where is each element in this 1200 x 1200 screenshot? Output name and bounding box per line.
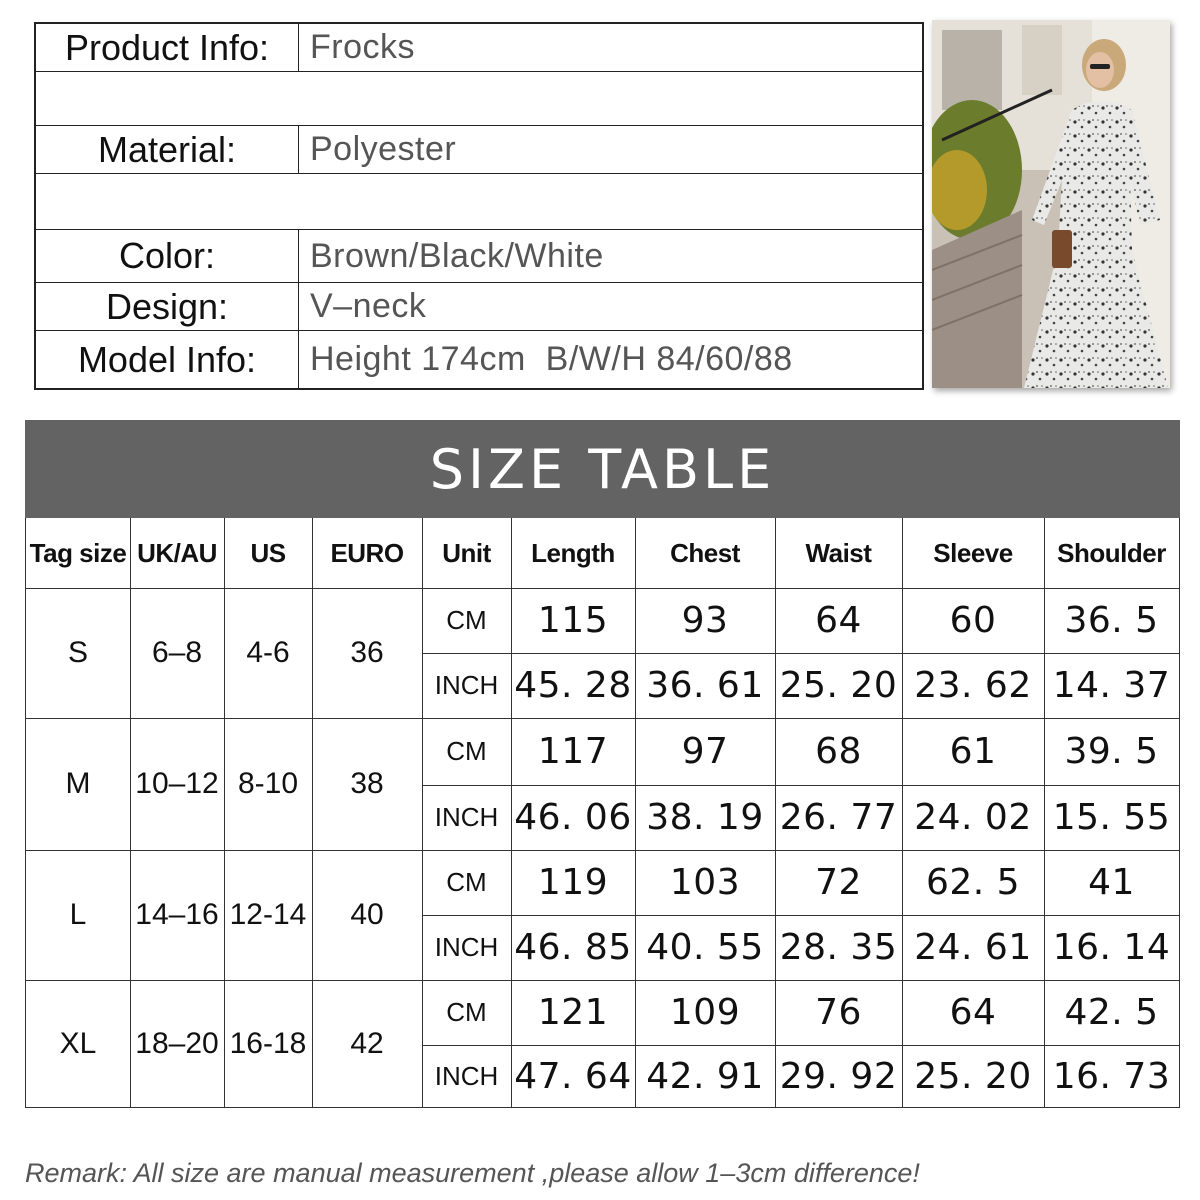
unit-label: CM xyxy=(446,605,487,635)
measurement-length: 46. 85 xyxy=(514,927,632,968)
size-us-cell: 16-18 xyxy=(229,1027,307,1060)
info-value xyxy=(310,72,922,125)
measurement-waist: 25. 20 xyxy=(779,665,898,706)
unit-label: CM xyxy=(446,997,487,1027)
measurement-chest: 42. 91 xyxy=(646,1056,764,1097)
info-row-model xyxy=(36,331,922,388)
measurement-sleeve: 23. 62 xyxy=(914,665,1032,706)
measurement-chest: 97 xyxy=(681,731,729,772)
measurement-shoulder: 41 xyxy=(1088,862,1135,903)
size-euro-cell: 42 xyxy=(350,1027,384,1060)
size-euro-cell: 38 xyxy=(350,767,384,800)
info-row-design xyxy=(36,283,922,331)
measurement-shoulder: 16. 73 xyxy=(1052,1056,1171,1097)
grid-line xyxy=(775,518,776,1108)
measurement-shoulder: 14. 37 xyxy=(1052,665,1171,706)
measurement-length: 119 xyxy=(537,862,609,903)
measurement-chest: 36. 61 xyxy=(646,665,764,706)
size-table-title: SIZE TABLE xyxy=(25,420,1180,518)
measurement-length: 121 xyxy=(537,992,609,1033)
grid-line xyxy=(422,1045,1179,1046)
info-value: Brown/Black/White xyxy=(310,236,604,275)
size-us-cell: 12-14 xyxy=(229,898,307,931)
info-label: Product Info: xyxy=(64,26,270,68)
measurement-shoulder: 15. 55 xyxy=(1052,797,1171,838)
unit-label: INCH xyxy=(434,932,499,962)
info-value: V–neck xyxy=(310,287,427,325)
size-euro-cell: 36 xyxy=(350,636,384,669)
info-label: Design: xyxy=(105,285,229,327)
info-row-product xyxy=(36,24,922,72)
measurement-shoulder: 42. 5 xyxy=(1064,992,1159,1033)
measurement-chest: 109 xyxy=(669,992,741,1033)
measurement-length: 47. 64 xyxy=(514,1056,632,1097)
measurement-chest: 38. 19 xyxy=(646,797,764,838)
header-sleeve: Sleeve xyxy=(933,537,1013,568)
info-row-spacer xyxy=(36,174,922,230)
info-value: Polyester xyxy=(310,130,457,168)
measurement-sleeve: 60 xyxy=(949,600,997,641)
header-waist: Waist xyxy=(805,537,872,568)
size-us-cell: 8-10 xyxy=(237,767,299,800)
size-tag-cell: L xyxy=(69,898,87,931)
info-row-spacer xyxy=(36,72,922,126)
size-uk-cell: 18–20 xyxy=(135,1027,219,1060)
product-info-table xyxy=(34,22,924,390)
measurement-length: 115 xyxy=(537,600,609,641)
grid-line xyxy=(422,518,423,1108)
header-unit: Unit xyxy=(442,537,491,568)
unit-label: INCH xyxy=(434,670,499,700)
info-value: Frocks xyxy=(310,28,415,66)
unit-label: CM xyxy=(446,867,487,897)
measurement-sleeve: 61 xyxy=(949,731,997,772)
grid-line xyxy=(902,518,903,1108)
measurement-chest: 93 xyxy=(681,600,729,641)
grid-line xyxy=(26,718,1179,719)
size-uk-cell: 10–12 xyxy=(135,767,219,800)
measurement-sleeve: 64 xyxy=(949,992,997,1033)
measurement-waist: 72 xyxy=(815,862,862,903)
info-value xyxy=(310,174,922,229)
info-row-material xyxy=(36,126,922,174)
info-label: Material: xyxy=(97,128,237,170)
measurement-sleeve: 25. 20 xyxy=(914,1056,1032,1097)
header-uk-au: UK/AU xyxy=(137,537,217,568)
model-photo xyxy=(932,20,1170,388)
grid-line xyxy=(130,518,131,1108)
info-label: Color: xyxy=(118,235,216,276)
info-value: Height 174cm B/W/H 84/60/88 xyxy=(310,340,793,378)
measurement-shoulder: 16. 14 xyxy=(1052,927,1171,968)
header-us: US xyxy=(250,537,286,568)
measurement-waist: 76 xyxy=(815,992,862,1033)
info-label xyxy=(36,72,298,125)
grid-line xyxy=(635,518,636,1108)
measurement-length: 45. 28 xyxy=(514,665,632,706)
size-uk-cell: 6–8 xyxy=(151,636,203,669)
header-tag-size: Tag size xyxy=(29,537,127,568)
info-row-color xyxy=(36,230,922,283)
size-us-cell: 4-6 xyxy=(246,636,290,669)
header-euro: EURO xyxy=(330,537,404,568)
size-tag-cell: S xyxy=(67,636,88,669)
grid-line xyxy=(422,653,1179,654)
measurement-chest: 40. 55 xyxy=(646,927,764,968)
grid-line xyxy=(422,785,1179,786)
info-label xyxy=(36,174,298,229)
grid-line xyxy=(1044,518,1045,1108)
size-table xyxy=(25,518,1180,1108)
header-shoulder: Shoulder xyxy=(1057,537,1166,568)
measurement-waist: 29. 92 xyxy=(779,1056,898,1097)
grid-line xyxy=(511,518,512,1108)
measurement-waist: 28. 35 xyxy=(779,927,898,968)
size-uk-cell: 14–16 xyxy=(135,898,219,931)
model-photo-illustration xyxy=(932,20,1170,388)
grid-line xyxy=(422,915,1179,916)
measurement-chest: 103 xyxy=(669,862,741,903)
measurement-waist: 64 xyxy=(815,600,862,641)
grid-line xyxy=(26,850,1179,851)
measurement-length: 117 xyxy=(537,731,609,772)
size-euro-cell: 40 xyxy=(350,898,384,931)
header-length: Length xyxy=(531,537,615,568)
measurement-sleeve: 24. 02 xyxy=(914,797,1032,838)
size-tag-cell: XL xyxy=(59,1027,97,1060)
unit-label: INCH xyxy=(434,802,499,832)
grid-line xyxy=(224,518,225,1108)
unit-label: CM xyxy=(446,736,487,766)
measurement-length: 46. 06 xyxy=(514,797,632,838)
measurement-shoulder: 36. 5 xyxy=(1064,600,1159,641)
header-chest: Chest xyxy=(670,537,740,568)
measurement-waist: 68 xyxy=(815,731,862,772)
unit-label: INCH xyxy=(434,1061,499,1091)
grid-line xyxy=(312,518,313,1108)
remark-text: Remark: All size are manual measurement ,please allow 1–3cm difference! xyxy=(25,1158,920,1188)
info-label: Model Info: xyxy=(77,338,257,380)
measurement-sleeve: 24. 61 xyxy=(914,927,1032,968)
size-tag-cell: M xyxy=(65,767,91,800)
grid-line xyxy=(26,588,1179,589)
measurement-shoulder: 39. 5 xyxy=(1064,731,1159,772)
grid-line xyxy=(26,980,1179,981)
measurement-waist: 26. 77 xyxy=(779,797,898,838)
measurement-sleeve: 62. 5 xyxy=(925,862,1021,903)
